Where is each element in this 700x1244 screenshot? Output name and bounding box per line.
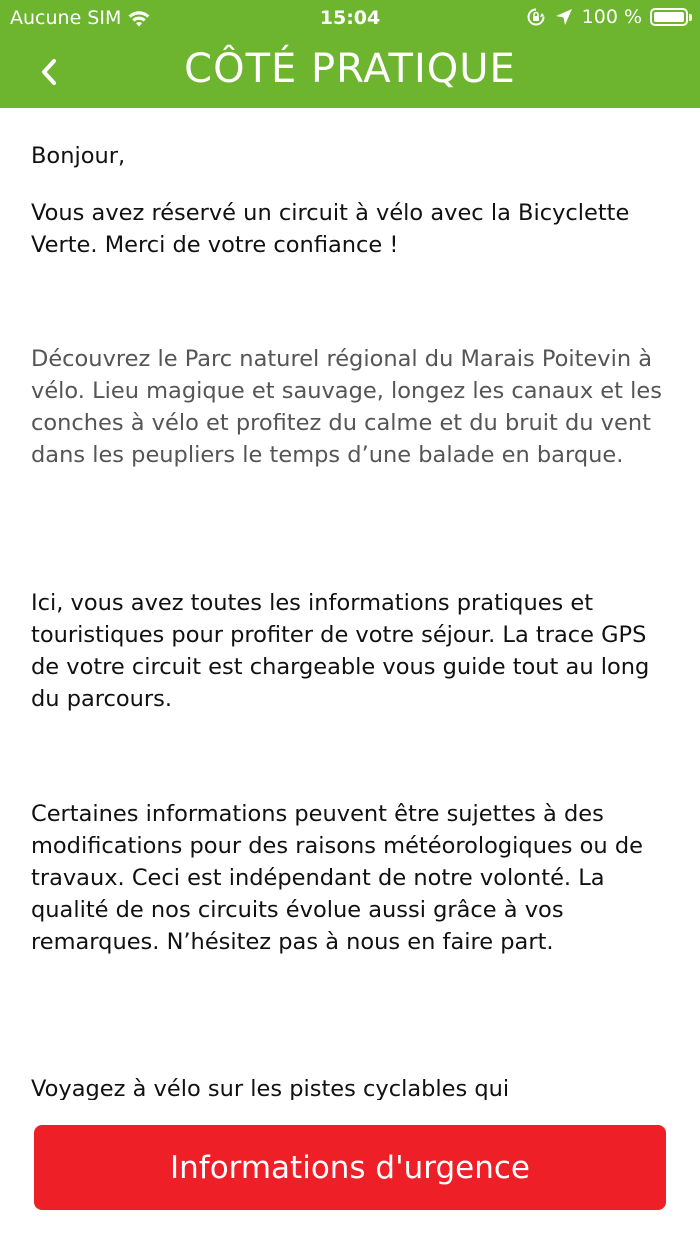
- content-scroll[interactable]: [0, 108, 700, 1100]
- reservation-paragraph: Vous avez réservé un circuit à vélo avec la Bicyclette Verte. Merci de votre confiance !: [31, 200, 630, 258]
- status-time: 15:04: [319, 7, 381, 29]
- discover-paragraph: Découvrez le Parc naturel régional du Marais Poitevin à vélo. Lieu magique et sauvage, longez les canaux et les conches à vélo et profitez du calme et du bruit du vent dans les peupliers le temps d’une balade en barque.: [31, 346, 662, 468]
- status-right: [526, 6, 692, 28]
- status-bar: [0, 0, 700, 36]
- notice-paragraph: Certaines informations peuvent être sujettes à des modifications pour des raisons météorologiques ou de travaux. Ceci est indépendant de notre volonté. La qualité de nos circuits évolue aussi grâce à vos remarques. N’hésitez pas à nous en faire part.: [31, 801, 643, 955]
- emergency-info-button[interactable]: Informations d'urgence: [34, 1125, 666, 1210]
- travel-paragraph: Voyagez à vélo sur les pistes cyclables qui: [31, 1076, 510, 1100]
- header: [0, 0, 700, 108]
- location-arrow-icon: [554, 7, 574, 27]
- greeting-paragraph: Bonjour,: [31, 143, 126, 169]
- info-paragraph: Ici, vous avez toutes les informations pratiques et touristiques pour profiter de votre séjour. La trace GPS de votre circuit est chargeable vous guide tout au long du parcours.: [31, 590, 650, 712]
- carrier-label: Aucune SIM: [10, 7, 122, 29]
- battery-percent: 100 %: [581, 6, 642, 28]
- battery-fill: [654, 12, 684, 22]
- battery-tip: [689, 14, 692, 21]
- page-title: CÔTÉ PRATIQUE: [184, 46, 516, 92]
- battery-icon: [650, 8, 692, 26]
- nav-bar: [0, 36, 700, 108]
- footer: [0, 1100, 700, 1244]
- orientation-lock-icon: [526, 7, 546, 27]
- battery-body: [650, 8, 688, 26]
